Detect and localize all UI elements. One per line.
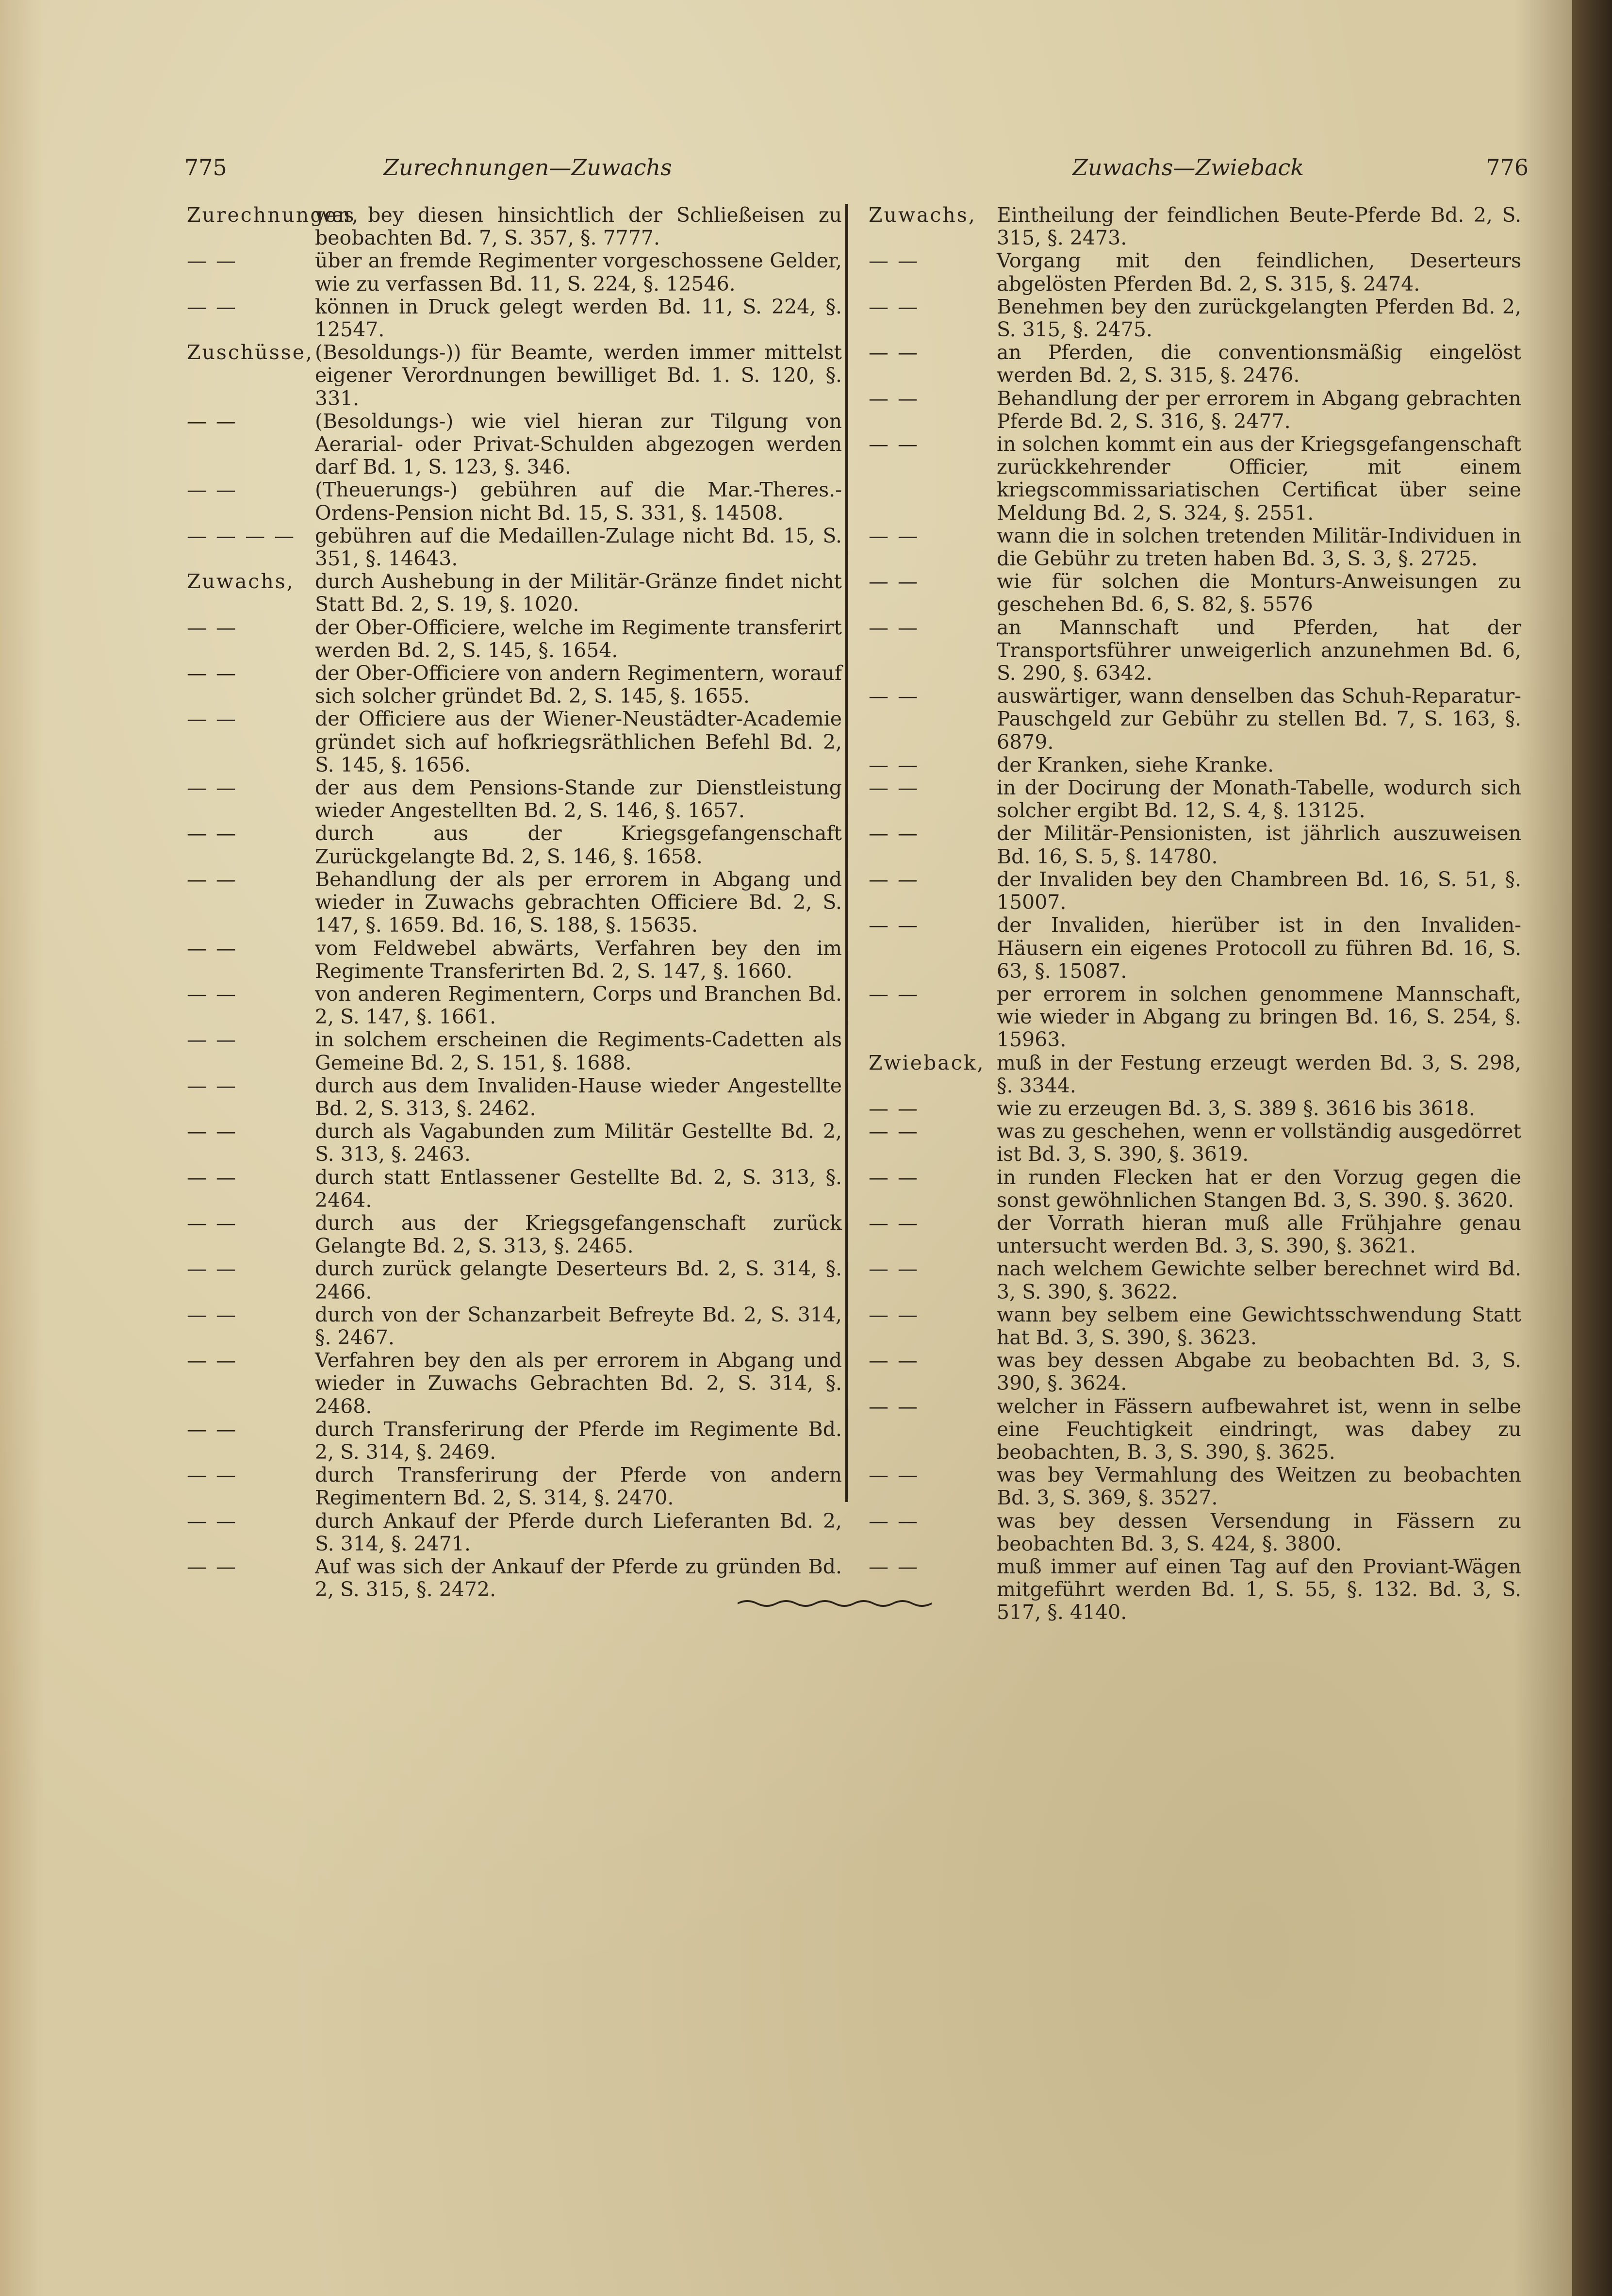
index-entry [869, 1510, 1521, 1555]
entry-keyword: — — [869, 776, 920, 800]
entry-text: was bey dessen Versendung in Fässern zu beobachten Bd. 3, S. 424, §. 3800. [997, 1509, 1521, 1555]
index-column-right [869, 204, 1521, 1624]
entry-keyword: — — [869, 386, 920, 410]
entry-keyword: — — [187, 936, 238, 960]
index-entry [869, 1166, 1521, 1212]
entry-keyword: Zuwachs, [187, 570, 295, 594]
entry-keyword: Zuwachs, [869, 203, 976, 227]
index-entry [869, 1555, 1521, 1624]
index-entry [869, 914, 1521, 983]
index-entry [869, 1212, 1521, 1257]
entry-text: der Ober-Officiere, welche im Regimente transferirt werden Bd. 2, S. 145, §. 1654. [315, 615, 842, 662]
entry-text: der Officiere aus der Wiener-Neustädter-Academie gründet sich auf hofkriegsräthlichen Befehl Bd. 2, S. 145, §. 1656. [315, 707, 842, 776]
index-entry [869, 983, 1521, 1052]
entry-text: durch statt Entlassener Gestellte Bd. 2, S. 313, §. 2464. [315, 1165, 842, 1212]
entry-text: was bey dessen Abgabe zu beobachten Bd. 3, S. 390, §. 3624. [997, 1349, 1521, 1395]
index-entry [869, 1395, 1521, 1464]
entry-keyword: — — [869, 524, 920, 547]
index-entry [187, 1510, 842, 1555]
index-entry [187, 1074, 842, 1120]
index-entry [869, 387, 1521, 433]
entry-keyword: — — [187, 409, 238, 433]
entry-keyword: — — [187, 478, 238, 502]
entry-text: der Invaliden bey den Chambreen Bd. 16, S. 51, §. 15007. [997, 867, 1521, 914]
entry-text: durch von der Schanzarbeit Befreyte Bd. 2, S. 314, §. 2467. [315, 1303, 842, 1349]
entry-keyword: — — [187, 1509, 238, 1533]
index-entry [187, 616, 842, 662]
entry-text: durch aus dem Invaliden-Hause wieder Angestellte Bd. 2, S. 313, §. 2462. [315, 1074, 842, 1120]
entry-text: per errorem in solchen genommene Mannschaft, wie wieder in Abgang zu bringen Bd. 16, S. 254, §. 15963. [997, 982, 1521, 1052]
entry-text: (Theuerungs-) gebühren auf die Mar.-Theres.-Ordens-Pension nicht Bd. 15, S. 331, §. 14508. [315, 478, 842, 525]
entry-keyword: — — [187, 1417, 238, 1441]
entry-keyword: — — [187, 776, 238, 800]
index-entry [869, 1257, 1521, 1303]
entry-keyword: — — [187, 822, 238, 845]
index-entry [869, 868, 1521, 914]
entry-keyword: — — [869, 1349, 920, 1372]
entry-keyword: — — [869, 684, 920, 708]
entry-text: (Besoldungs-) wie viel hieran zur Tilgung von Aerarial- oder Privat-Schulden abgezogen werden darf Bd. 1, S. 123, §. 346. [315, 409, 842, 479]
entry-text: durch Transferirung der Pferde von andern Regimentern Bd. 2, S. 314, §. 2470. [315, 1463, 842, 1510]
index-entry [869, 685, 1521, 754]
index-entry [869, 1120, 1521, 1166]
entry-text: Vorgang mit den feindlichen, Deserteurs abgelösten Pferden Bd. 2, S. 315, §. 2474. [997, 249, 1521, 296]
entry-text: durch aus der Kriegsgefangenschaft Zurückgelangte Bd. 2, S. 146, §. 1658. [315, 822, 842, 868]
entry-text: muß in der Festung erzeugt werden Bd. 3, S. 298, §. 3344. [997, 1051, 1521, 1097]
entry-text: können in Druck gelegt werden Bd. 11, S. 224, §. 12547. [315, 295, 842, 342]
running-title-left: Zurechnungen—Zuwachs [383, 154, 672, 181]
index-entry [187, 1028, 842, 1074]
entry-text: der aus dem Pensions-Stande zur Dienstleistung wieder Angestellten Bd. 2, S. 146, §. 1657. [315, 776, 842, 823]
entry-keyword: — — [869, 1554, 920, 1578]
index-entry [187, 341, 842, 410]
entry-keyword: Zwieback, [869, 1051, 985, 1074]
entry-text: Verfahren bey den als per errorem in Abgang und wieder in Zuwachs Gebrachten Bd. 2, S. 314, §. 2468. [315, 1349, 842, 1418]
entry-text: durch als Vagabunden zum Militär Gestellte Bd. 2, S. 313, §. 2463. [315, 1120, 842, 1166]
index-entry [187, 1120, 842, 1166]
entry-text: der Invaliden, hierüber ist in den Invaliden-Häusern ein eigenes Protocoll zu führen Bd. 16, S. 63, §. 15087. [997, 913, 1521, 983]
index-entry [187, 525, 842, 570]
entry-keyword: — — [187, 867, 238, 891]
index-entry [869, 822, 1521, 868]
entry-text: Behandlung der per errorem in Abgang gebrachten Pferde Bd. 2, S. 316, §. 2477. [997, 386, 1521, 433]
entry-keyword: — — [187, 295, 238, 318]
index-entry [869, 204, 1521, 249]
index-entry [187, 570, 842, 616]
index-entry [869, 776, 1521, 822]
entry-text: wann die in solchen tretenden Militär-Individuen in die Gebühr zu treten haben Bd. 3, S. 3, §. 2725. [997, 524, 1521, 571]
index-entry [187, 410, 842, 479]
page-header [184, 154, 1529, 193]
end-ornament [738, 1597, 941, 1608]
index-entry [187, 983, 842, 1028]
entry-text: Benehmen bey den zurückgelangten Pferden Bd. 2, S. 315, §. 2475. [997, 295, 1521, 342]
index-entry [187, 1349, 842, 1418]
entry-text: der Kranken, siehe Kranke. [997, 753, 1274, 776]
entry-text: wie zu erzeugen Bd. 3, S. 389 §. 3616 bis 3618. [997, 1096, 1475, 1120]
entry-text: in runden Flecken hat er den Vorzug gegen die sonst gewöhnlichen Stangen Bd. 3, S. 390. §. 3620. [997, 1165, 1521, 1212]
entry-keyword: — — [869, 913, 920, 937]
entry-keyword: — — [187, 982, 238, 1006]
entry-text: in der Docirung der Monath-Tabelle, wodurch sich solcher ergibt Bd. 12, S. 4, §. 13125. [997, 776, 1521, 823]
entry-text: muß immer auf einen Tag auf den Proviant-Wägen mitgeführt werden Bd. 1, S. 55, §. 132. Bd. 3, S. 517, §. 4140. [997, 1554, 1521, 1624]
entry-text: an Mannschaft und Pferden, hat der Transportsführer unweigerlich anzunehmen Bd. 6, S. 290, §. 6342. [997, 615, 1521, 685]
entry-text: der Militär-Pensionisten, ist jährlich auszuweisen Bd. 16, S. 5, §. 14780. [997, 822, 1521, 868]
index-entry [187, 1555, 842, 1601]
entry-text: (Besoldungs-)) für Beamte, werden immer mittelst eigener Verordnungen bewilliget Bd. 1. S. 120, §. 331. [315, 341, 842, 410]
index-entry [187, 868, 842, 937]
index-entry [187, 708, 842, 776]
index-entry [869, 570, 1521, 616]
entry-text: durch zurück gelangte Deserteurs Bd. 2, S. 314, §. 2466. [315, 1257, 842, 1304]
entry-text: durch Ankauf der Pferde durch Lieferanten Bd. 2, S. 314, §. 2471. [315, 1509, 842, 1555]
index-entry [869, 296, 1521, 341]
entry-keyword: — — [187, 1120, 238, 1143]
index-entry [187, 662, 842, 708]
entry-keyword: — — [869, 753, 920, 776]
entry-text: in solchen kommt ein aus der Kriegsgefangenschaft zurückkehrender Officier, mit einem kriegscommissariatischen Certificat über seine Meldung Bd. 2, S. 324, §. 2551. [997, 432, 1521, 525]
entry-text: nach welchem Gewichte selber berechnet wird Bd. 3, S. 390, §. 3622. [997, 1257, 1521, 1304]
entry-text: von anderen Regimentern, Corps und Branchen Bd. 2, S. 147, §. 1661. [315, 982, 842, 1029]
entry-keyword: — — [869, 1394, 920, 1418]
entry-keyword: — — [187, 1349, 238, 1372]
index-entry [187, 1304, 842, 1349]
index-entry [187, 249, 842, 295]
entry-keyword: — — [869, 1120, 920, 1143]
entry-keyword: — — [187, 1165, 238, 1189]
index-entry [187, 1257, 842, 1303]
page-number-left: 775 [184, 154, 227, 181]
entry-keyword: — — [869, 1211, 920, 1235]
entry-keyword: — — [869, 249, 920, 273]
entry-keyword: — — [187, 1211, 238, 1235]
index-entry [187, 937, 842, 983]
entry-text: über an fremde Regimenter vorgeschossene Gelder, wie zu verfassen Bd. 11, S. 224, §. 12546. [315, 249, 842, 296]
entry-text: auswärtiger, wann denselben das Schuh-Reparatur-Pauschgeld zur Gebühr zu stellen Bd. 7, S. 163, §. 6879. [997, 684, 1521, 754]
index-entry [187, 822, 842, 868]
entry-keyword: — — [869, 867, 920, 891]
entry-text: was bey Vermahlung des Weitzen zu beobachten Bd. 3, S. 369, §. 3527. [997, 1463, 1521, 1510]
index-entry [869, 1349, 1521, 1395]
entry-text: durch aus der Kriegsgefangenschaft zurück Gelangte Bd. 2, S. 313, §. 2465. [315, 1211, 842, 1258]
running-title-right: Zuwachs—Zwieback [1072, 154, 1304, 181]
entry-keyword: — — [187, 1303, 238, 1326]
entry-keyword: Zuschüsse, [187, 341, 314, 364]
entry-keyword: — — [187, 1554, 238, 1578]
index-column-left [187, 204, 842, 1601]
entry-keyword: — — [869, 295, 920, 318]
index-entry [869, 525, 1521, 570]
entry-text: gebühren auf die Medaillen-Zulage nicht Bd. 15, S. 351, §. 14643. [315, 524, 842, 571]
entry-text: wann bey selbem eine Gewichtsschwendung Statt hat Bd. 3, S. 390, §. 3623. [997, 1303, 1521, 1349]
entry-text: vom Feldwebel abwärts, Verfahren bey den im Regimente Transferirten Bd. 2, S. 147, §. 1660. [315, 936, 842, 983]
entry-text: was bey diesen hinsichtlich der Schließeisen zu beobachten Bd. 7, S. 357, §. 7777. [315, 203, 842, 250]
index-entry [869, 1464, 1521, 1509]
entry-keyword: — — [187, 1074, 238, 1097]
page-number-right: 776 [1486, 154, 1529, 181]
entry-keyword: — — [187, 1028, 238, 1052]
entry-keyword: — — [869, 1509, 920, 1533]
entry-keyword: — — [869, 432, 920, 456]
entry-text: Eintheilung der feindlichen Beute-Pferde Bd. 2, S. 315, §. 2473. [997, 203, 1521, 250]
entry-keyword: — — [187, 615, 238, 639]
index-entry [869, 616, 1521, 685]
index-entry [187, 479, 842, 524]
index-entry [187, 1418, 842, 1464]
entry-keyword: — — [869, 982, 920, 1006]
column-divider [845, 204, 848, 1502]
index-entry [187, 1166, 842, 1212]
index-entry [869, 249, 1521, 295]
entry-keyword: — — — — [187, 524, 296, 547]
entry-text: der Ober-Officiere von andern Regimentern, worauf sich solcher gründet Bd. 2, S. 145, §. 1655. [315, 661, 842, 708]
entry-text: welcher in Fässern aufbewahret ist, wenn in selbe eine Feuchtigkeit eindringt, was dabey zu beobachten, B. 3, S. 390, §. 3625. [997, 1394, 1521, 1464]
entry-text: wie für solchen die Monturs-Anweisungen zu geschehen Bd. 6, S. 82, §. 5576 [997, 570, 1521, 616]
book-edge [1572, 0, 1612, 2296]
entry-keyword: — — [187, 1257, 238, 1281]
index-entry [869, 1052, 1521, 1097]
entry-keyword: — — [869, 1463, 920, 1487]
index-entry [869, 1097, 1521, 1120]
entry-text: durch Transferirung der Pferde im Regimente Bd. 2, S. 314, §. 2469. [315, 1417, 842, 1464]
entry-text: an Pferden, die conventionsmäßig eingelöst werden Bd. 2, S. 315, §. 2476. [997, 341, 1521, 387]
entry-keyword: — — [187, 1463, 238, 1487]
entry-text: was zu geschehen, wenn er vollständig ausgedörret ist Bd. 3, S. 390, §. 3619. [997, 1120, 1521, 1166]
index-entry [187, 296, 842, 341]
index-entry [187, 204, 842, 249]
index-entry [869, 341, 1521, 387]
index-entry [187, 1464, 842, 1509]
entry-keyword: — — [869, 1096, 920, 1120]
index-entry [187, 1212, 842, 1257]
index-entry [869, 433, 1521, 525]
entry-text: in solchem erscheinen die Regiments-Cadetten als Gemeine Bd. 2, S. 151, §. 1688. [315, 1028, 842, 1074]
entry-keyword: — — [869, 1303, 920, 1326]
entry-keyword: — — [869, 341, 920, 364]
index-entry [187, 776, 842, 822]
entry-text: Behandlung der als per errorem in Abgang und wieder in Zuwachs gebrachten Officiere Bd. 2, S. 147, §. 1659. Bd. 16, S. 188, §. 15635. [315, 867, 842, 937]
index-entry [869, 1304, 1521, 1349]
entry-text: Auf was sich der Ankauf der Pferde zu gründen Bd. 2, S. 315, §. 2472. [315, 1554, 842, 1602]
entry-keyword: — — [869, 1165, 920, 1189]
entry-keyword: — — [187, 707, 238, 731]
entry-text: durch Aushebung in der Militär-Gränze findet nicht Statt Bd. 2, S. 19, §. 1020. [315, 570, 842, 616]
entry-keyword: — — [869, 1257, 920, 1281]
entry-keyword: — — [869, 570, 920, 594]
entry-keyword: — — [187, 661, 238, 685]
entry-keyword: Zurechnungen, [187, 203, 360, 227]
entry-keyword: — — [869, 615, 920, 639]
entry-keyword: — — [869, 822, 920, 845]
entry-keyword: — — [187, 249, 238, 273]
index-entry [869, 754, 1521, 776]
entry-text: der Vorrath hieran muß alle Frühjahre genau untersucht werden Bd. 3, S. 390, §. 3621. [997, 1211, 1521, 1258]
